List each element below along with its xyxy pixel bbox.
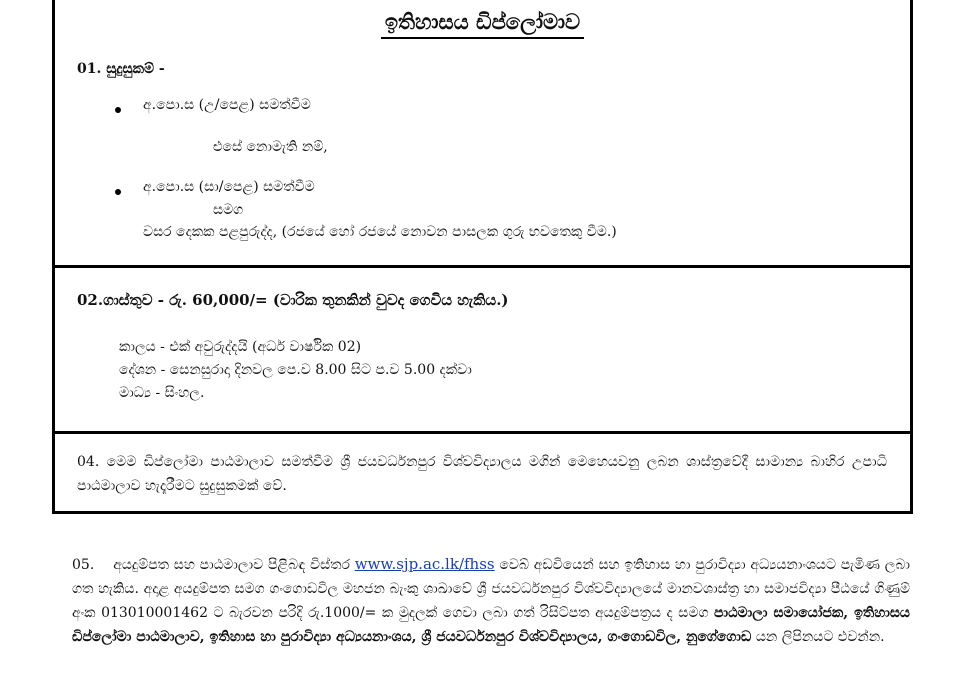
medium-text: මාධ්‍ය - සිංහල. — [119, 385, 205, 401]
paragraph-number: 05. — [72, 557, 95, 573]
duration-text: කාලය - එක් අවුරුද්දයි (අර්ධ වාර්ෂික 02) — [119, 339, 362, 355]
or-text: එසේ නොමැති නම්, — [213, 139, 328, 155]
info-box — [52, 0, 913, 514]
mailing-address: පාඨමාලා සමායෝජක, ඉතිහාසය ඩිප්ලෝමා පාඨමාලාව, ඉතිහාස හා පුරාවිද්‍යා අධ්‍යයනාංශය, ශ්‍රී ජයවර්ධනපුර විශ්වවිද්‍යාලය, ගංගොඩවිල, නුගේගොඩ — [72, 605, 910, 645]
application-text-1: අයදුම්පත සහ පාඨමාලාව පිළිබඳ විස්තර — [113, 557, 350, 573]
experience-text: වසර දෙකක පළපුරුද්ද, (රජයේ හෝ රජයේ නොවන පාසලක ගුරු භවතෙකු වීම.) — [143, 224, 617, 240]
website-link[interactable]: www.sjp.ac.lk/fhss — [354, 555, 495, 573]
section-divider — [55, 431, 910, 434]
page-title: ඉතිහාසය ඩිප්ලෝමාව — [55, 7, 910, 39]
qualification-al: අ.පො.ස (උ/පෙළ) සමත්වීම — [143, 97, 311, 113]
with-text: සමග — [213, 202, 244, 218]
bullet-icon — [115, 107, 121, 113]
application-text-2: වෙබ් අඩවියෙන් සහ ඉතිහාස හා පුරාවිද්‍යා අධ්‍යයනාංශයට පැමිණ ලබා ගත හැකිය. අදාළ අයදුම්පත සමග ගංගොඩවිල මහජන බැංකු ශාඛාවේ ශ්‍රී ජයවර්ධනපුර විශ්වවිද්‍යාලයේ මානවශාස්ත්‍ර හා සමාජවිද්‍යා පීඨයේ ගිණුම් අංක 013010001462 ට බැරවන පරිදි රු.1000/= ක මුදලක් ගෙවා ලබා ගත් රිසිට්පත අයදුම්පත්‍රය ද සමග — [72, 557, 911, 621]
application-text-3: යන ලිපිනයට එවන්න. — [755, 629, 885, 645]
qualifications-heading: 01. සුදුසුකම් - — [77, 61, 165, 77]
section-divider — [55, 265, 910, 268]
qualification-ol: අ.පො.ස (සා/පෙළ) සමත්වීම — [143, 179, 315, 195]
fee-heading: 02.ගාස්තුව - රු. 60,000/= (වාරික තුනකින් වුවද ගෙවිය හැකිය.) — [77, 291, 509, 309]
application-paragraph — [72, 552, 910, 649]
eligibility-text: 04. මෙම ඩිප්ලෝමා පාඨමාලාව සමත්වීම ශ්‍රී ජයවර්ධනපුර විශ්වවිද්‍යාලය මගින් මෙහෙයවනු ලබන ශාස්ත්‍රවේදී සාමාන්‍ය බාහිර උපාධි පාඨමාලාව හැදෑරීමට සුදුසුකමක් වේ. — [77, 454, 887, 494]
lectures-text: දේශන - සෙනසුරාදා දිනවල පෙ.ව 8.00 සිට ප.ව 5.00 දක්වා — [119, 362, 472, 378]
bullet-icon — [115, 189, 121, 195]
